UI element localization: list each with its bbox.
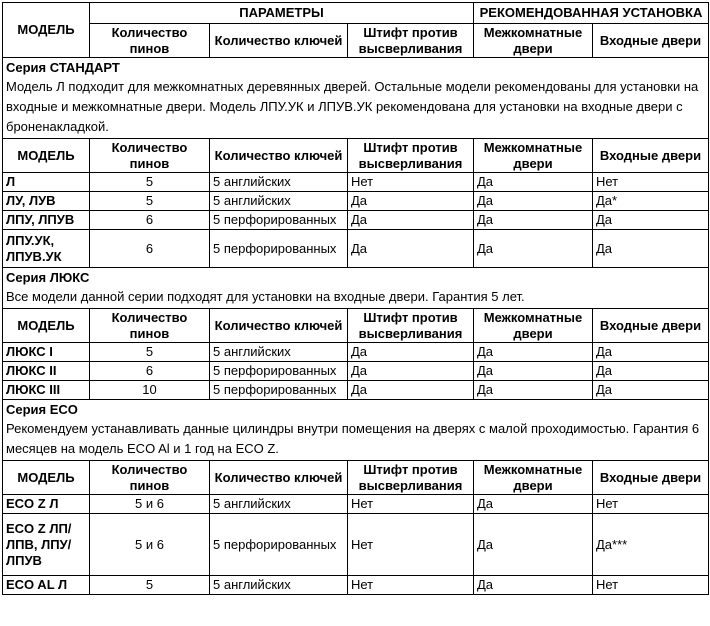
anti-drill-cell: Нет xyxy=(348,514,474,576)
entrance-cell: Нет xyxy=(593,173,709,192)
header-entrance: Входные двери xyxy=(593,24,709,58)
section-note-lux: Все модели данной серии подходят для установки на входные двери. Гарантия 5 лет. xyxy=(3,287,709,309)
subheader-entrance: Входные двери xyxy=(593,309,709,343)
table-row xyxy=(3,576,709,595)
anti-drill-cell: Да xyxy=(348,211,474,230)
keys-cell: 5 перфорированных xyxy=(210,230,348,268)
section-note-standard: Модель Л подходит для межкомнатных деревянных дверей. Остальные модели рекомендованы для установки на входные и межкомнатные двери. Модель ЛПУ.УК и ЛПУВ.УК рекомендована для установки на входные двери с броненакладкой. xyxy=(3,77,709,139)
anti-drill-cell: Да xyxy=(348,362,474,381)
pins-cell: 5 и 6 xyxy=(90,495,210,514)
entrance-cell: Да xyxy=(593,362,709,381)
model-cell: ECO AL Л xyxy=(3,576,90,595)
pins-cell: 5 и 6 xyxy=(90,514,210,576)
interior-cell: Да xyxy=(474,173,593,192)
entrance-cell: Да xyxy=(593,230,709,268)
pins-cell: 6 xyxy=(90,230,210,268)
model-cell: ЛЮКС I xyxy=(3,343,90,362)
anti-drill-cell: Да xyxy=(348,230,474,268)
subheader-interior: Межкомнатные двери xyxy=(474,309,593,343)
subheader-pins: Количество пинов xyxy=(90,461,210,495)
subheader-keys: Количество ключей xyxy=(210,309,348,343)
keys-cell: 5 перфорированных xyxy=(210,381,348,400)
pins-cell: 5 xyxy=(90,343,210,362)
entrance-cell: Да xyxy=(593,211,709,230)
interior-cell: Да xyxy=(474,230,593,268)
interior-cell: Да xyxy=(474,211,593,230)
table-row xyxy=(3,514,709,576)
entrance-cell: Да* xyxy=(593,192,709,211)
interior-cell: Да xyxy=(474,495,593,514)
keys-cell: 5 английских xyxy=(210,495,348,514)
table-row xyxy=(3,192,709,211)
header-interior: Межкомнатные двери xyxy=(474,24,593,58)
header-anti-drill: Штифт против высверливания xyxy=(348,24,474,58)
keys-cell: 5 английских xyxy=(210,173,348,192)
header-recommended: РЕКОМЕНДОВАННАЯ УСТАНОВКА xyxy=(474,3,709,24)
header-model: МОДЕЛЬ xyxy=(3,3,90,58)
pins-cell: 5 xyxy=(90,173,210,192)
table-row xyxy=(3,211,709,230)
table-row xyxy=(3,230,709,268)
keys-cell: 5 перфорированных xyxy=(210,362,348,381)
keys-cell: 5 английских xyxy=(210,192,348,211)
section-note-eco: Рекомендуем устанавливать данные цилиндры внутри помещения на дверях с малой проходимостью. Гарантия 6 месяцев на модель ECO Al и 1 год на ECO Z. xyxy=(3,419,709,461)
anti-drill-cell: Нет xyxy=(348,495,474,514)
header-pins: Количество пинов xyxy=(90,24,210,58)
pins-cell: 5 xyxy=(90,192,210,211)
subheader-keys: Количество ключей xyxy=(210,139,348,173)
header-params: ПАРАМЕТРЫ xyxy=(90,3,474,24)
entrance-cell: Да*** xyxy=(593,514,709,576)
model-cell: ЛПУ.УК, ЛПУВ.УК xyxy=(3,230,90,268)
anti-drill-cell: Да xyxy=(348,192,474,211)
subheader-interior: Межкомнатные двери xyxy=(474,139,593,173)
subheader-anti-drill: Штифт против высверливания xyxy=(348,139,474,173)
interior-cell: Да xyxy=(474,192,593,211)
model-cell: ЛУ, ЛУВ xyxy=(3,192,90,211)
interior-cell: Да xyxy=(474,576,593,595)
section-title-standard: Серия СТАНДАРТ xyxy=(3,58,709,78)
subheader-entrance: Входные двери xyxy=(593,461,709,495)
interior-cell: Да xyxy=(474,362,593,381)
anti-drill-cell: Да xyxy=(348,381,474,400)
entrance-cell: Да xyxy=(593,343,709,362)
entrance-cell: Да xyxy=(593,381,709,400)
table-row xyxy=(3,495,709,514)
cylinder-spec-table xyxy=(2,2,709,595)
interior-cell: Да xyxy=(474,343,593,362)
table-row xyxy=(3,381,709,400)
subheader-anti-drill: Штифт против высверливания xyxy=(348,309,474,343)
keys-cell: 5 английских xyxy=(210,576,348,595)
section-title-eco: Серия ECO xyxy=(3,400,709,420)
model-cell: Л xyxy=(3,173,90,192)
subheader-anti-drill: Штифт против высверливания xyxy=(348,461,474,495)
pins-cell: 5 xyxy=(90,576,210,595)
pins-cell: 10 xyxy=(90,381,210,400)
anti-drill-cell: Да xyxy=(348,343,474,362)
table-row xyxy=(3,362,709,381)
model-cell: ECO Z ЛП/ЛПВ, ЛПУ/ЛПУВ xyxy=(3,514,90,576)
table-row xyxy=(3,343,709,362)
pins-cell: 6 xyxy=(90,362,210,381)
subheader-model: МОДЕЛЬ xyxy=(3,309,90,343)
header-keys: Количество ключей xyxy=(210,24,348,58)
subheader-interior: Межкомнатные двери xyxy=(474,461,593,495)
subheader-pins: Количество пинов xyxy=(90,139,210,173)
entrance-cell: Нет xyxy=(593,495,709,514)
model-cell: ЛПУ, ЛПУВ xyxy=(3,211,90,230)
model-cell: ЛЮКС II xyxy=(3,362,90,381)
keys-cell: 5 английских xyxy=(210,343,348,362)
subheader-pins: Количество пинов xyxy=(90,309,210,343)
model-cell: ЛЮКС III xyxy=(3,381,90,400)
model-cell: ECO Z Л xyxy=(3,495,90,514)
interior-cell: Да xyxy=(474,514,593,576)
subheader-keys: Количество ключей xyxy=(210,461,348,495)
subheader-entrance: Входные двери xyxy=(593,139,709,173)
table-row xyxy=(3,173,709,192)
subheader-model: МОДЕЛЬ xyxy=(3,139,90,173)
subheader-model: МОДЕЛЬ xyxy=(3,461,90,495)
pins-cell: 6 xyxy=(90,211,210,230)
section-title-lux: Серия ЛЮКС xyxy=(3,268,709,288)
anti-drill-cell: Нет xyxy=(348,173,474,192)
entrance-cell: Нет xyxy=(593,576,709,595)
keys-cell: 5 перфорированных xyxy=(210,514,348,576)
keys-cell: 5 перфорированных xyxy=(210,211,348,230)
anti-drill-cell: Нет xyxy=(348,576,474,595)
interior-cell: Да xyxy=(474,381,593,400)
